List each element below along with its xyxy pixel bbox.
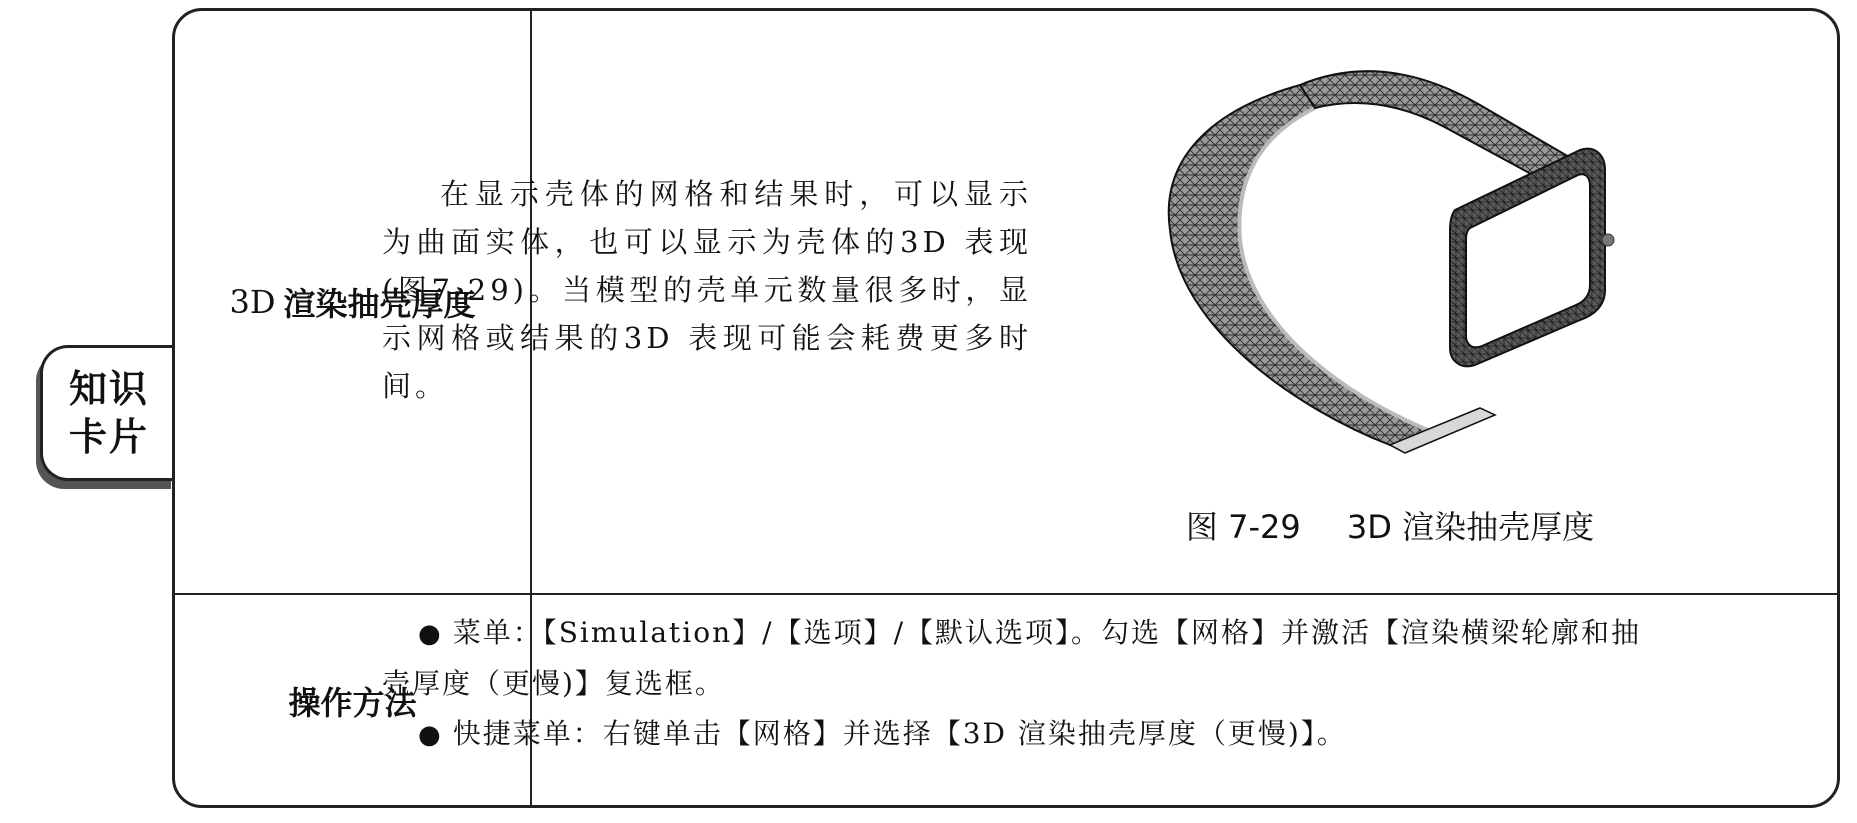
row-1-label-text: 渲染抽壳厚度 [283, 285, 476, 323]
3d-shell-mesh-illustration [1100, 30, 1650, 480]
row-1-description: 在显示壳体的网格和结果时，可以显示为曲面实体，也可以显示为壳体的3D 表现(图7-29)。当模型的壳单元数量很多时，显示网格或结果的3D 表现可能会耗费更多时间。 [382, 177, 1032, 403]
knowledge-card-tab [40, 345, 175, 481]
bullet-icon: ● [418, 619, 443, 649]
operation-item-shortcut [382, 709, 1642, 760]
tab-line-2: 卡片 [68, 415, 149, 459]
figure-caption [1150, 502, 1630, 548]
tab-line-1: 知识 [68, 367, 149, 411]
operation-item-text: 快捷菜单：右键单击【网格】并选择【3D 渲染抽壳厚度（更慢)】。 [452, 717, 1347, 750]
operation-item-text: 菜单：【Simulation】/【选项】/【默认选项】。勾选【网格】并激活【渲染横梁轮廓和抽壳厚度（更慢)】复选框。 [382, 616, 1642, 700]
figure-title: 3D 渲染抽壳厚度 [1346, 508, 1595, 546]
figure-number: 图 7-29 [1185, 508, 1301, 546]
operation-item-menu [382, 608, 1642, 709]
row-2-label-text: 操作方法 [288, 684, 417, 722]
row-1-label-prefix: 3D [229, 283, 276, 321]
bullet-icon: ● [418, 720, 443, 750]
operation-methods [382, 608, 1642, 760]
